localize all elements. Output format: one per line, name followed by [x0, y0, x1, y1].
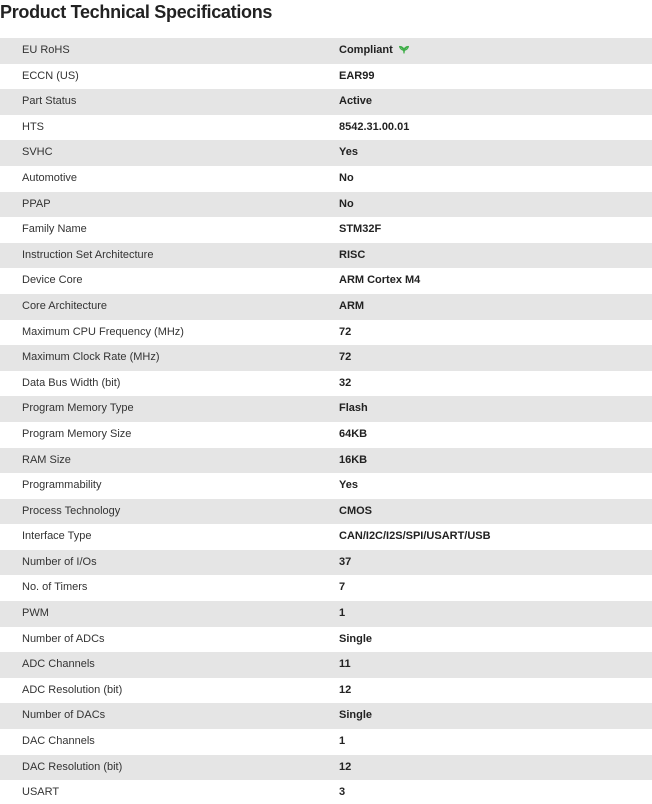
table-row [0, 422, 652, 448]
spec-value: Single [339, 709, 373, 722]
spec-value: Active [339, 95, 373, 108]
table-row [0, 550, 652, 576]
table-row [0, 678, 652, 704]
table-row [0, 371, 652, 397]
spec-label: Core Architecture [22, 299, 107, 312]
leaf-icon [398, 44, 410, 54]
table-row [0, 780, 652, 804]
spec-value: 64KB [339, 427, 368, 440]
spec-value: 12 [339, 683, 352, 696]
spec-value: Yes [339, 146, 358, 159]
table-row [0, 243, 652, 269]
table-row [0, 268, 652, 294]
spec-value: ARM Cortex M4 [339, 274, 421, 287]
spec-value-text: Compliant [339, 44, 393, 56]
spec-label: HTS [22, 120, 44, 133]
table-row [0, 140, 652, 166]
spec-label: Number of I/Os [22, 555, 97, 568]
spec-value: RISC [339, 248, 366, 261]
table-row [0, 217, 652, 243]
spec-label: ADC Resolution (bit) [22, 683, 123, 696]
spec-value [339, 38, 652, 64]
spec-label: Data Bus Width (bit) [22, 376, 121, 389]
table-row [0, 396, 652, 422]
page-title: Product Technical Specifications [0, 2, 273, 22]
spec-value: Flash [339, 402, 368, 415]
table-row [0, 627, 652, 653]
spec-value: 8542.31.00.01 [339, 120, 410, 133]
spec-label: Device Core [22, 274, 83, 287]
table-row [0, 345, 652, 371]
spec-label: USART [22, 786, 60, 799]
table-row [0, 601, 652, 627]
spec-label: Number of ADCs [22, 632, 105, 645]
table-row [0, 703, 652, 729]
table-row [0, 575, 652, 601]
table-row [0, 320, 652, 346]
spec-label: PWM [22, 607, 49, 620]
spec-label: DAC Resolution (bit) [22, 760, 123, 773]
spec-label: Programmability [22, 479, 102, 492]
spec-value: 72 [339, 325, 352, 338]
spec-label: Maximum CPU Frequency (MHz) [22, 325, 184, 338]
spec-value: 3 [339, 786, 346, 799]
table-row [0, 755, 652, 781]
spec-table [0, 38, 652, 804]
table-row [0, 448, 652, 474]
spec-label: Instruction Set Architecture [22, 248, 154, 261]
spec-label: Interface Type [22, 530, 92, 543]
table-row [0, 89, 652, 115]
table-row [0, 192, 652, 218]
spec-label: Number of DACs [22, 709, 106, 722]
spec-value: Single [339, 632, 373, 645]
spec-value: EAR99 [339, 69, 375, 82]
table-row [0, 64, 652, 90]
spec-label: Family Name [22, 223, 87, 236]
spec-value: CAN/I2C/I2S/SPI/USART/USB [339, 530, 491, 543]
spec-label: Maximum Clock Rate (MHz) [22, 351, 160, 364]
spec-value: 16KB [339, 453, 368, 466]
table-row [0, 499, 652, 525]
spec-label: No. of Timers [22, 581, 88, 594]
spec-value: 1 [339, 607, 346, 620]
spec-value: No [339, 197, 354, 210]
spec-value: 12 [339, 760, 352, 773]
table-row [0, 38, 652, 64]
spec-value: No [339, 171, 354, 184]
spec-value: ARM [339, 299, 365, 312]
spec-table-body [0, 38, 652, 804]
spec-label: DAC Channels [22, 735, 95, 748]
spec-value: 1 [339, 735, 346, 748]
table-row [0, 473, 652, 499]
table-row [0, 524, 652, 550]
spec-label: Automotive [22, 171, 78, 184]
spec-value: 72 [339, 351, 352, 364]
table-row [0, 729, 652, 755]
spec-value: STM32F [339, 223, 382, 236]
spec-label: ECCN (US) [22, 69, 79, 82]
table-row [0, 652, 652, 678]
spec-label: EU RoHS [22, 44, 70, 56]
spec-value: CMOS [339, 504, 372, 517]
spec-label: PPAP [22, 197, 51, 210]
spec-value: 7 [339, 581, 346, 594]
spec-label: RAM Size [22, 453, 71, 466]
spec-value: 11 [339, 658, 351, 671]
table-row [0, 294, 652, 320]
spec-label: Program Memory Size [22, 427, 132, 440]
spec-label: Part Status [22, 95, 77, 108]
table-row [0, 166, 652, 192]
spec-label: Process Technology [22, 504, 121, 517]
spec-label: SVHC [22, 146, 53, 159]
spec-value: 37 [339, 555, 352, 568]
table-row [0, 115, 652, 141]
spec-value: Yes [339, 479, 358, 492]
spec-label: Program Memory Type [22, 402, 134, 415]
spec-label: ADC Channels [22, 658, 95, 671]
spec-value: 32 [339, 376, 352, 389]
